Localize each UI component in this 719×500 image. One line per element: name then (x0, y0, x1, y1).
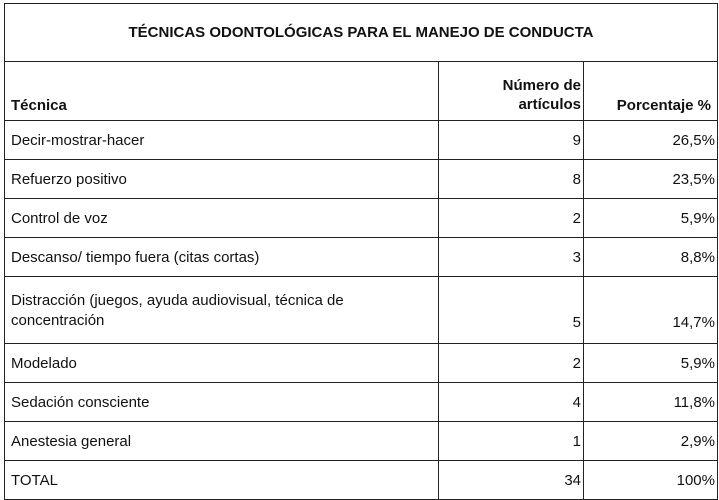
conduct-techniques-table (4, 3, 718, 500)
cell-tecnica: Distracción (juegos, ayuda audiovisual, técnica de concentración (5, 277, 439, 344)
table-row (5, 422, 718, 461)
cell-tecnica: Descanso/ tiempo fuera (citas cortas) (5, 238, 439, 277)
table-row (5, 383, 718, 422)
cell-articulos: 2 (439, 199, 584, 238)
cell-porcentaje: 2,9% (584, 422, 718, 461)
header-articulos: Número de artículos (439, 62, 584, 121)
table-total-row (5, 461, 718, 500)
cell-tecnica: Decir-mostrar-hacer (5, 121, 439, 160)
cell-articulos: 2 (439, 344, 584, 383)
cell-tecnica: Anestesia general (5, 422, 439, 461)
cell-articulos: 3 (439, 238, 584, 277)
total-label: TOTAL (5, 461, 439, 500)
cell-articulos: 1 (439, 422, 584, 461)
cell-porcentaje: 26,5% (584, 121, 718, 160)
table-title: TÉCNICAS ODONTOLÓGICAS PARA EL MANEJO DE CONDUCTA (5, 4, 718, 62)
cell-porcentaje: 8,8% (584, 238, 718, 277)
cell-articulos: 4 (439, 383, 584, 422)
cell-tecnica: Control de voz (5, 199, 439, 238)
table-row (5, 121, 718, 160)
table-row (5, 160, 718, 199)
cell-porcentaje: 5,9% (584, 344, 718, 383)
table-header-row (5, 62, 718, 121)
cell-porcentaje: 23,5% (584, 160, 718, 199)
table-row (5, 238, 718, 277)
cell-articulos: 9 (439, 121, 584, 160)
total-articulos: 34 (439, 461, 584, 500)
cell-porcentaje: 11,8% (584, 383, 718, 422)
table-row (5, 277, 718, 344)
cell-articulos: 8 (439, 160, 584, 199)
table-row (5, 199, 718, 238)
total-porcentaje: 100% (584, 461, 718, 500)
cell-articulos: 5 (439, 277, 584, 344)
cell-tecnica: Modelado (5, 344, 439, 383)
table-row (5, 344, 718, 383)
cell-tecnica: Refuerzo positivo (5, 160, 439, 199)
header-porcentaje: Porcentaje % (584, 62, 718, 121)
cell-porcentaje: 5,9% (584, 199, 718, 238)
table-title-row (5, 4, 718, 62)
cell-porcentaje: 14,7% (584, 277, 718, 344)
header-tecnica: Técnica (5, 62, 439, 121)
cell-tecnica: Sedación consciente (5, 383, 439, 422)
